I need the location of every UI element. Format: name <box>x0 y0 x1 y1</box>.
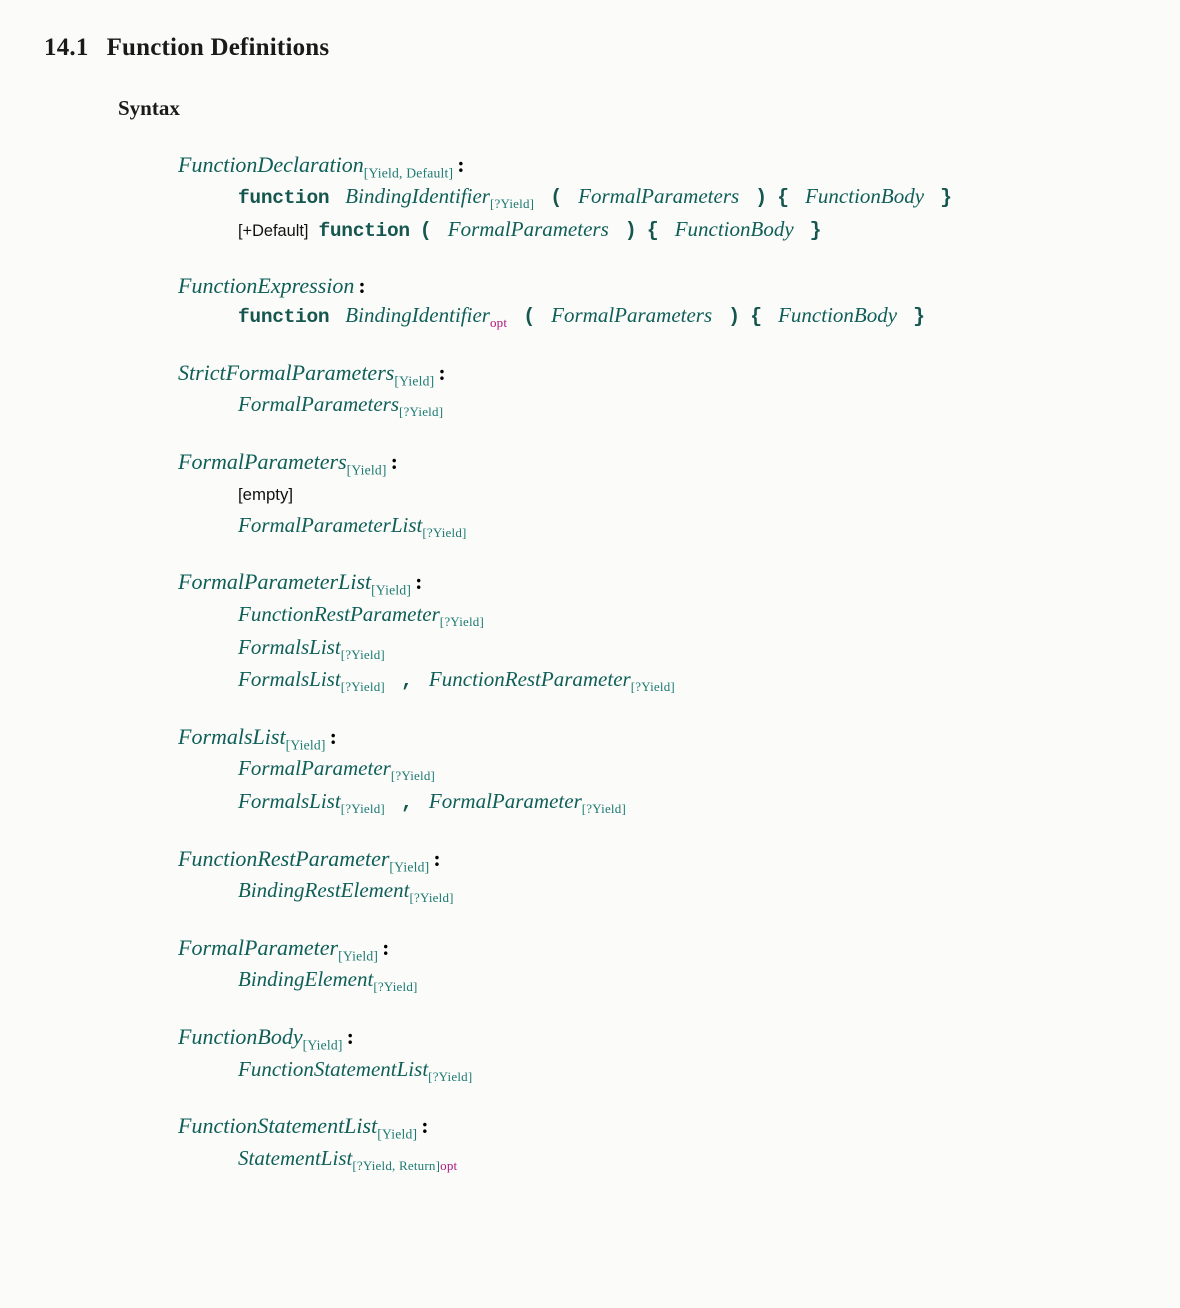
token-text: function <box>318 220 410 243</box>
terminal-keyword <box>318 220 409 242</box>
token-text: StatementList <box>238 1145 353 1170</box>
production-rule <box>178 934 1140 997</box>
production-rule <box>178 359 1140 422</box>
token-text: function <box>238 187 330 210</box>
terminal-punctuation <box>913 305 925 328</box>
nonterminal: FunctionBody <box>178 1024 303 1050</box>
production-rule <box>178 448 1140 543</box>
production-colon: : <box>329 723 337 749</box>
terminal-punctuation <box>401 669 413 692</box>
nonterminal: FormalParameter <box>178 934 339 960</box>
parameter-subscript: [Yield] <box>338 948 379 964</box>
nonterminal <box>551 303 712 327</box>
production-rule <box>178 272 1140 332</box>
empty-alternative <box>238 485 293 504</box>
terminal-punctuation <box>728 305 740 328</box>
production-colon: : <box>433 845 441 871</box>
parameter-subscript: [Yield] <box>394 373 435 389</box>
token-text: FormalsList <box>238 634 341 659</box>
nonterminal <box>428 667 675 695</box>
parameter-subscript: [?Yield] <box>630 679 675 695</box>
terminal-punctuation <box>777 186 789 209</box>
parameter-subscript: [Yield, Default] <box>363 165 454 181</box>
production-alternative <box>238 181 1140 214</box>
nonterminal <box>345 302 508 331</box>
token-text: FormalParameters <box>238 392 399 417</box>
parameter-subscript: [Yield] <box>377 1126 418 1142</box>
nonterminal <box>238 392 444 420</box>
terminal-punctuation <box>810 219 822 242</box>
production-rule <box>178 1112 1140 1175</box>
page-title <box>44 34 1140 62</box>
token-text: ( <box>550 186 563 210</box>
parameter-subscript: [?Yield] <box>340 801 385 817</box>
nonterminal <box>238 512 467 540</box>
production-lhs <box>178 934 1140 964</box>
parameter-subscript: [?Yield] <box>439 614 485 630</box>
production-alternative <box>238 753 1140 786</box>
token-text: FormalsList <box>238 789 341 814</box>
production-condition <box>238 222 308 240</box>
production-alternative <box>238 664 1140 697</box>
parameter-subscript: [?Yield] <box>340 646 385 662</box>
token-text: BindingIdentifier <box>345 184 490 209</box>
production-rule <box>178 151 1140 246</box>
token-text: { <box>750 304 763 328</box>
nonterminal <box>238 667 385 695</box>
production-colon: : <box>358 273 366 299</box>
token-text: FormalParameter <box>238 756 391 781</box>
terminal-punctuation <box>550 186 562 209</box>
token-text: FunctionRestParameter <box>238 601 440 626</box>
parameter-subscript: [?Yield, Return] <box>352 1157 441 1173</box>
syntax-subheading: Syntax <box>118 96 180 120</box>
parameter-subscript: [?Yield] <box>373 979 418 995</box>
terminal-keyword <box>238 306 329 328</box>
parameter-subscript: [Yield] <box>371 582 412 598</box>
production-colon: : <box>421 1113 429 1139</box>
nonterminal: FunctionStatementList <box>178 1113 378 1139</box>
token-text: FormalParameterList <box>238 512 423 537</box>
terminal-punctuation <box>401 791 413 814</box>
token-text: ( <box>523 304 536 328</box>
production-alternative <box>238 1143 1140 1176</box>
production-rule <box>178 845 1140 908</box>
production-lhs <box>178 272 1140 300</box>
terminal-punctuation <box>755 186 767 209</box>
nonterminal <box>238 601 485 630</box>
token-text: FormalParameters <box>551 302 713 327</box>
terminal-punctuation <box>940 186 952 209</box>
parameter-subscript: [Yield] <box>302 1037 343 1053</box>
token-text: ) <box>755 186 768 210</box>
production-colon: : <box>457 152 465 177</box>
token-text: { <box>646 219 659 243</box>
token-text: FunctionBody <box>805 184 925 209</box>
nonterminal: FunctionRestParameter <box>178 845 390 871</box>
token-text: BindingElement <box>238 967 374 992</box>
production-lhs <box>178 1112 1140 1142</box>
optional-subscript: opt <box>440 1157 458 1173</box>
parameter-subscript: [?Yield] <box>340 679 385 695</box>
parameter-subscript: [?Yield] <box>489 196 535 212</box>
production-alternative <box>238 875 1140 908</box>
terminal-punctuation <box>625 219 637 242</box>
token-text: FunctionRestParameter <box>428 667 631 692</box>
nonterminal: FormalsList <box>178 723 286 749</box>
nonterminal <box>238 878 454 906</box>
production-alternative <box>238 1054 1140 1087</box>
token-text: [+Default] <box>238 222 309 241</box>
token-text: FormalParameter <box>428 789 582 814</box>
section-number: 14.1 <box>44 34 89 61</box>
nonterminal <box>448 217 609 241</box>
nonterminal: FunctionExpression <box>178 273 355 299</box>
production-colon: : <box>382 934 390 960</box>
production-alternative <box>238 786 1140 819</box>
production-lhs <box>178 359 1140 389</box>
nonterminal <box>238 967 418 995</box>
nonterminal: StrictFormalParameters <box>178 359 395 385</box>
production-rule <box>178 568 1140 697</box>
terminal-punctuation <box>647 219 659 242</box>
token-text: ) <box>728 304 741 328</box>
optional-subscript: opt <box>489 315 508 331</box>
token-text: FormalsList <box>238 667 341 692</box>
nonterminal <box>805 184 924 208</box>
parameter-subscript: [Yield] <box>346 462 387 478</box>
production-colon: : <box>390 448 398 474</box>
parameter-subscript: [?Yield] <box>399 404 444 420</box>
parameter-subscript: [?Yield] <box>390 768 436 784</box>
production-colon: : <box>346 1024 354 1050</box>
token-text: , <box>400 669 413 693</box>
parameter-subscript: [?Yield] <box>581 801 626 817</box>
production-alternative <box>238 599 1140 632</box>
nonterminal <box>428 789 626 817</box>
nonterminal <box>345 184 535 212</box>
terminal-keyword <box>238 187 329 209</box>
parameter-subscript: [?Yield] <box>428 1068 473 1084</box>
nonterminal <box>238 789 385 817</box>
terminal-punctuation <box>750 305 762 328</box>
production-lhs <box>178 448 1140 478</box>
token-text: ( <box>419 219 432 243</box>
production-alternative <box>238 632 1140 665</box>
production-rule <box>178 723 1140 819</box>
nonterminal <box>238 634 385 662</box>
production-alternative <box>238 510 1140 543</box>
nonterminal: FormalParameters <box>178 448 347 474</box>
token-text: FormalParameters <box>447 217 609 242</box>
token-text: } <box>809 219 822 243</box>
token-text: { <box>777 186 790 210</box>
production-lhs <box>178 568 1140 598</box>
production-colon: : <box>438 359 446 385</box>
production-colon: : <box>415 569 423 595</box>
nonterminal <box>675 217 794 241</box>
token-text: function <box>238 305 330 328</box>
production-alternative <box>238 214 1140 246</box>
nonterminal <box>238 1145 458 1173</box>
token-text: ) <box>624 219 637 243</box>
token-text: , <box>400 791 413 815</box>
nonterminal <box>238 1056 473 1084</box>
token-text: FunctionBody <box>674 217 794 242</box>
production-alternative <box>238 300 1140 333</box>
production-alternative <box>238 389 1140 422</box>
nonterminal <box>778 303 897 327</box>
nonterminal <box>578 184 739 208</box>
production-alternative <box>238 964 1140 997</box>
terminal-punctuation <box>523 305 535 328</box>
production-lhs <box>178 1023 1140 1053</box>
token-text: } <box>913 304 926 328</box>
nonterminal <box>238 756 436 784</box>
production-lhs <box>178 723 1140 753</box>
production-lhs <box>178 845 1140 875</box>
section-title-text: Function Definitions <box>106 34 330 61</box>
token-text: FunctionBody <box>778 302 898 327</box>
token-text: FormalParameters <box>578 184 740 209</box>
nonterminal: FunctionDeclaration <box>178 152 364 177</box>
token-text: BindingIdentifier <box>345 302 490 327</box>
nonterminal: FormalParameterList <box>178 569 372 595</box>
token-text: BindingRestElement <box>238 878 410 903</box>
parameter-subscript: [Yield] <box>389 859 430 875</box>
token-text: FunctionStatementList <box>238 1056 429 1081</box>
production-rule <box>178 1023 1140 1086</box>
token-text: [empty] <box>238 485 294 505</box>
production-alternative <box>238 478 1140 510</box>
parameter-subscript: [?Yield] <box>422 524 467 540</box>
parameter-subscript: [Yield] <box>285 737 326 753</box>
grammar-productions <box>178 151 1140 1175</box>
terminal-punctuation <box>420 219 432 242</box>
parameter-subscript: [?Yield] <box>409 890 454 906</box>
production-lhs <box>178 151 1140 181</box>
token-text: } <box>940 186 953 210</box>
